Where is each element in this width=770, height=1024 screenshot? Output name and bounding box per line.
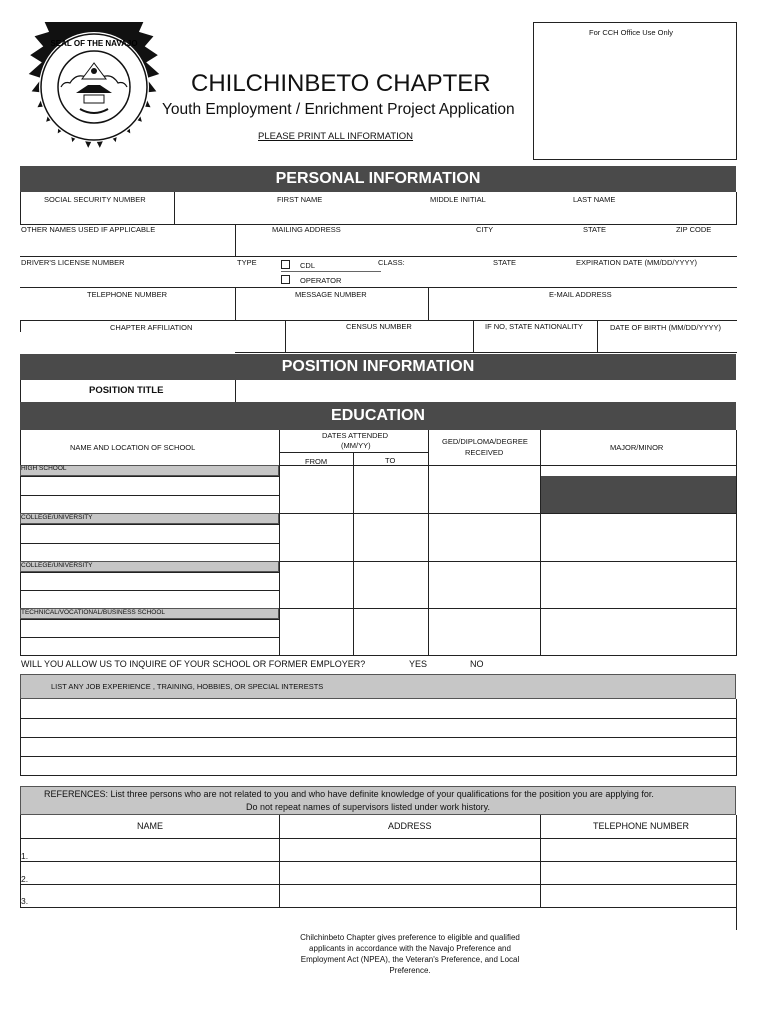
position-title-field[interactable] (238, 382, 734, 400)
degree-header: GED/DIPLOMA/DEGREE (442, 437, 528, 446)
telephone-label: TELEPHONE NUMBER (87, 290, 168, 299)
college-name-field[interactable] (22, 573, 278, 607)
college-label: COLLEGE/UNIVERSITY (21, 562, 93, 569)
office-use-label: For CCH Office Use Only (589, 28, 674, 37)
drivers-license-field[interactable] (22, 268, 232, 286)
divider (20, 775, 737, 776)
divider (235, 287, 236, 320)
divider (279, 430, 280, 655)
other-names-field[interactable] (22, 236, 232, 256)
divider (280, 452, 428, 453)
dob-field[interactable] (600, 334, 734, 352)
divider (235, 380, 236, 402)
divider (20, 861, 737, 862)
divider (428, 287, 429, 320)
divider (20, 907, 737, 908)
school-name-header: NAME AND LOCATION OF SCHOOL (70, 443, 196, 452)
college-name-field[interactable] (22, 525, 278, 560)
footer-line: applicants in accordance with the Navajo Preference and (309, 944, 511, 953)
position-info-heading: POSITION INFORMATION (20, 354, 736, 380)
college-label: COLLEGE/UNIVERSITY (21, 514, 93, 521)
divider (20, 838, 737, 839)
divider (353, 452, 354, 655)
divider (20, 884, 737, 885)
zip-label: ZIP CODE (676, 225, 712, 234)
ref-row-number: 3. (21, 896, 29, 906)
cdl-checkbox[interactable] (281, 260, 290, 269)
divider (235, 352, 737, 353)
divider (540, 430, 541, 655)
divider (736, 192, 737, 225)
high-school-name-field[interactable] (22, 477, 278, 513)
mailing-address-label: MAILING ADDRESS (272, 225, 341, 234)
class-label: CLASS: (378, 258, 405, 267)
chapter-affiliation-label: CHAPTER AFFILIATION (110, 323, 193, 332)
ref-name-header: NAME (137, 821, 164, 831)
page-title: CHILCHINBETO CHAPTER (191, 70, 491, 97)
divider (20, 320, 21, 332)
reference-3-field[interactable] (30, 886, 734, 906)
divider (20, 287, 737, 288)
received-header: RECEIVED (465, 448, 504, 457)
divider (736, 815, 737, 930)
references-instruction: REFERENCES: List three persons who are not related to you and who have definite knowledge of your qualifications for the position you are applying for. (44, 789, 654, 799)
from-header: FROM (305, 457, 328, 466)
name-field[interactable] (177, 206, 733, 224)
state-nationality-field[interactable] (476, 334, 595, 352)
email-field[interactable] (431, 300, 734, 318)
dates-format-header: (MM/YY) (341, 441, 371, 450)
divider (736, 430, 737, 655)
position-title-label: POSITION TITLE (89, 385, 164, 396)
message-number-label: MESSAGE NUMBER (295, 290, 367, 299)
inquire-question: WILL YOU ALLOW US TO INQUIRE OF YOUR SCHOOL OR FORMER EMPLOYER? (21, 659, 366, 669)
ssn-field[interactable] (22, 206, 172, 224)
dl-state-label: STATE (493, 258, 517, 267)
divider (20, 380, 21, 402)
footer-line: Employment Act (NPEA), the Veteran's Preference, and Local (300, 955, 520, 964)
census-number-label: CENSUS NUMBER (346, 322, 412, 331)
reference-1-field[interactable] (30, 840, 734, 860)
technical-school-label: TECHNICAL/VOCATIONAL/BUSINESS SCHOOL (21, 609, 165, 616)
major-minor-header: MAJOR/MINOR (610, 443, 664, 452)
ref-row-number: 1. (21, 851, 29, 861)
message-number-field[interactable] (238, 300, 426, 318)
ssn-label: SOCIAL SECURITY NUMBER (44, 195, 146, 204)
svg-text:SEAL OF THE NAVAJO: SEAL OF THE NAVAJO (50, 39, 138, 48)
to-header: TO (385, 456, 396, 465)
divider (20, 320, 737, 321)
last-name-label: LAST NAME (573, 195, 616, 204)
divider (174, 192, 175, 225)
divider (473, 320, 474, 353)
high-school-major-blocked (541, 476, 736, 513)
divider (285, 320, 286, 353)
census-number-field[interactable] (288, 334, 471, 352)
divider (20, 192, 21, 225)
ref-address-header: ADDRESS (388, 821, 432, 831)
other-names-label: OTHER NAMES USED IF APPLICABLE (21, 225, 156, 234)
references-instruction-2: Do not repeat names of supervisors listed under work history. (246, 802, 490, 812)
personal-info-heading: PERSONAL INFORMATION (20, 166, 736, 192)
divider (20, 655, 737, 656)
operator-label: OPERATOR (300, 276, 342, 285)
middle-initial-label: MIDDLE INITIAL (430, 195, 486, 204)
office-use-box (533, 22, 737, 160)
email-label: E-MAIL ADDRESS (549, 290, 612, 299)
telephone-field[interactable] (22, 300, 232, 318)
city-label: CITY (476, 225, 494, 234)
experience-field[interactable] (22, 700, 734, 774)
inquire-no-option[interactable]: NO (470, 659, 484, 669)
education-heading: EDUCATION (20, 402, 736, 430)
dates-attended-header: DATES ATTENDED (322, 431, 388, 440)
technical-school-name-field[interactable] (22, 620, 278, 654)
divider (597, 320, 598, 353)
state-nationality-label: IF NO, STATE NATIONALITY (485, 322, 583, 331)
print-instruction: PLEASE PRINT ALL INFORMATION (258, 131, 414, 142)
navajo-seal-logo (19, 22, 169, 152)
divider (281, 271, 381, 272)
ref-row-number: 2. (21, 874, 29, 884)
inquire-yes-option[interactable]: YES (409, 659, 428, 669)
expiration-label: EXPIRATION DATE (MM/DD/YYYY) (576, 258, 697, 267)
reference-2-field[interactable] (30, 863, 734, 883)
divider (235, 224, 236, 257)
type-label: TYPE (237, 258, 257, 267)
divider (428, 430, 429, 655)
footer-note (270, 932, 550, 976)
page-subtitle: Youth Employment / Enrichment Project Application (162, 101, 515, 118)
operator-checkbox[interactable] (281, 275, 290, 284)
state-label: STATE (583, 225, 607, 234)
divider (20, 256, 737, 257)
drivers-license-label: DRIVER'S LICENSE NUMBER (21, 258, 125, 267)
chapter-affiliation-field[interactable] (22, 334, 282, 352)
footer-line: Chilchinbeto Chapter gives preference to eligible and qualified (300, 933, 520, 942)
first-name-label: FIRST NAME (277, 195, 323, 204)
address-field[interactable] (238, 236, 734, 256)
cdl-label: CDL (300, 261, 316, 270)
ref-phone-header: TELEPHONE NUMBER (593, 821, 690, 831)
experience-label: LIST ANY JOB EXPERIENCE , TRAINING, HOBBIES, OR SPECIAL INTERESTS (51, 682, 324, 691)
high-school-label: HIGH SCHOOL (21, 465, 67, 472)
footer-line: Preference. (389, 966, 431, 975)
dob-label: DATE OF BIRTH (MM/DD/YYYY) (610, 323, 721, 332)
